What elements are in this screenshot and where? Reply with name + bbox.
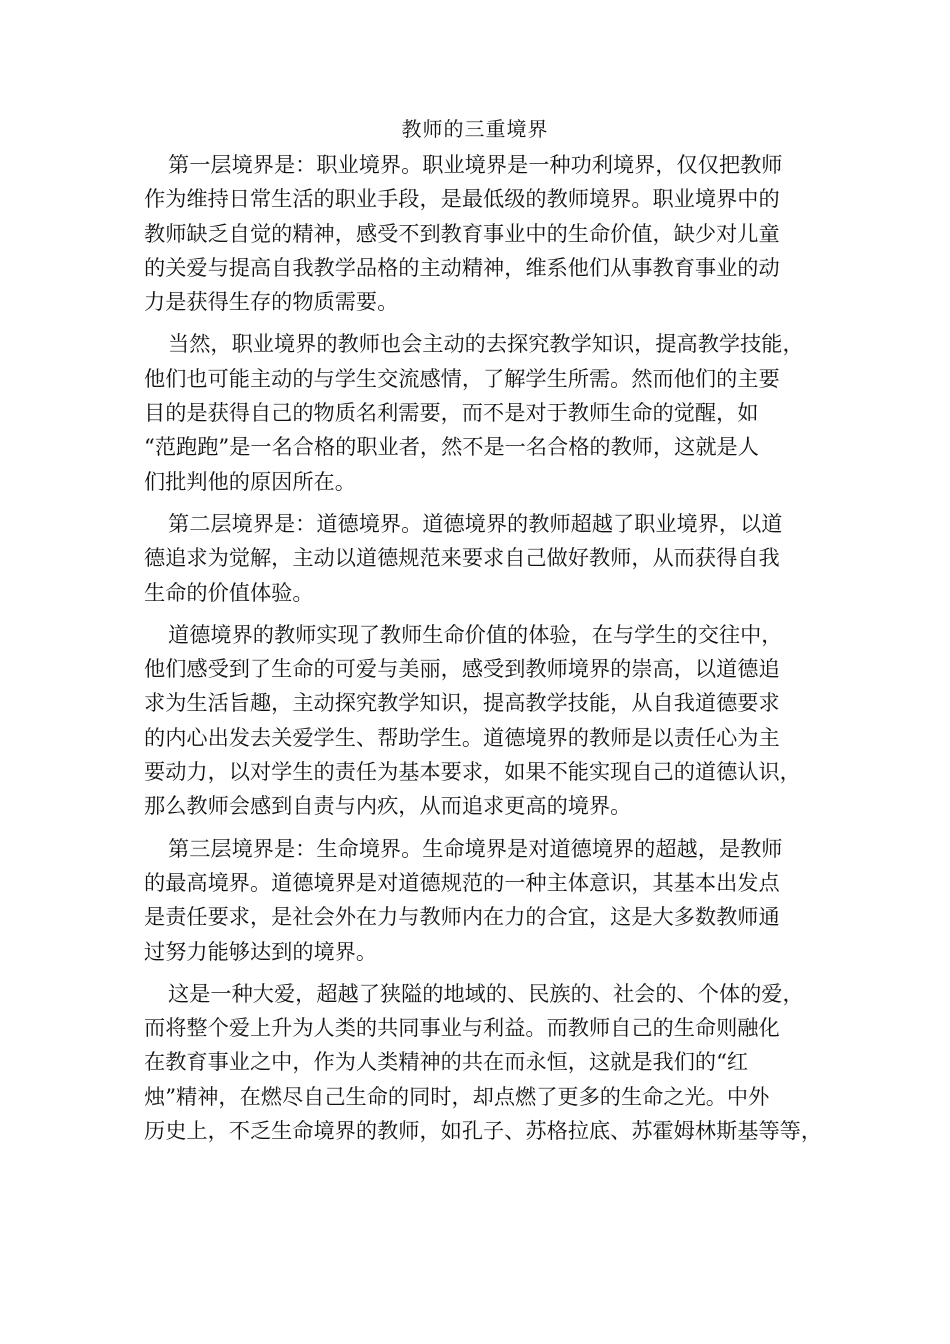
text-line: 当然，职业境界的教师也会主动的去探究教学知识，提高教学技能， (168, 331, 804, 357)
text-line: 作为维持日常生活的职业手段，是最低级的教师境界。职业境界中的 (144, 186, 780, 212)
paragraph-5 (144, 832, 810, 969)
paragraph-3 (144, 507, 810, 610)
text-line: 历史上，不乏生命境界的教师，如孔子、苏格拉底、苏霍姆林斯基等等， (144, 1118, 823, 1144)
text-line: 第一层境界是：职业境界。职业境界是一种功利境界，仅仅把教师 (168, 152, 783, 177)
text-line: 目的是获得自己的物质名利需要，而不是对于教师生命的觉醒，如 (144, 400, 759, 426)
text-line: 第三层境界是：生命境界。生命境界是对道德境界的超越，是教师 (168, 835, 783, 861)
document-title: 教师的三重境界 (401, 117, 549, 141)
text-line: 力是获得生存的物质需要。 (144, 289, 399, 315)
text-line: 生命的价值体验。 (144, 579, 314, 605)
text-line: 第二层境界是：道德境界。道德境界的教师超越了职业境界，以道 (168, 510, 783, 536)
paragraph-1 (144, 148, 810, 319)
paragraph-6 (144, 977, 823, 1148)
text-line: 们批判他的原因所在。 (144, 468, 356, 494)
text-line: 他们也可能主动的与学生交流感情，了解学生所需。然而他们的主要 (144, 365, 780, 391)
text-line: 这是一种大爱，超越了狭隘的地域的、民族的、社会的、个体的爱， (168, 980, 804, 1006)
document-body (144, 148, 823, 1156)
text-line: 道德境界的教师实现了教师生命价值的体验，在与学生的交往中， (168, 621, 783, 647)
text-line: 的内心出发去关爱学生、帮助学生。道德境界的教师是以责任心为主 (144, 724, 780, 750)
text-line: 而将整个爱上升为人类的共同事业与利益。而教师自己的生命则融化 (144, 1015, 780, 1041)
paragraph-2 (144, 327, 810, 498)
text-line: 要动力，以对学生的责任为基本要求，如果不能实现自己的道德认识， (144, 759, 801, 785)
text-line: 他们感受到了生命的可爱与美丽，感受到教师境界的崇高，以道德追 (144, 656, 780, 682)
text-line: 的关爱与提高自我教学品格的主动精神，维系他们从事教育事业的动 (144, 254, 780, 280)
text-line: 教师缺乏自觉的精神，感受不到教育事业中的生命价值，缺少对儿童 (144, 220, 780, 246)
paragraph-4 (144, 618, 810, 824)
text-line: 那么教师会感到自责与内疚，从而追求更高的境界。 (144, 793, 632, 819)
text-line: “范跑跑”是一名合格的职业者，然不是一名合格的教师，这就是人 (144, 434, 759, 460)
text-line: 求为生活旨趣，主动探究教学知识，提高教学技能，从自我道德要求 (144, 690, 780, 716)
text-line: 过努力能够达到的境界。 (144, 938, 378, 964)
text-line: 德追求为觉解，主动以道德规范来要求自己做好教师，从而获得自我 (144, 545, 780, 571)
text-line: 是责任要求，是社会外在力与教师内在力的合宜，这是大多数教师通 (144, 904, 780, 930)
text-line: 烛”精神，在燃尽自己生命的同时，却点燃了更多的生命之光。中外 (144, 1083, 770, 1109)
text-line: 在教育事业之中，作为人类精神的共在而永恒，这就是我们的“红 (144, 1049, 749, 1075)
text-line: 的最高境界。道德境界是对道德规范的一种主体意识，其基本出发点 (144, 869, 780, 895)
